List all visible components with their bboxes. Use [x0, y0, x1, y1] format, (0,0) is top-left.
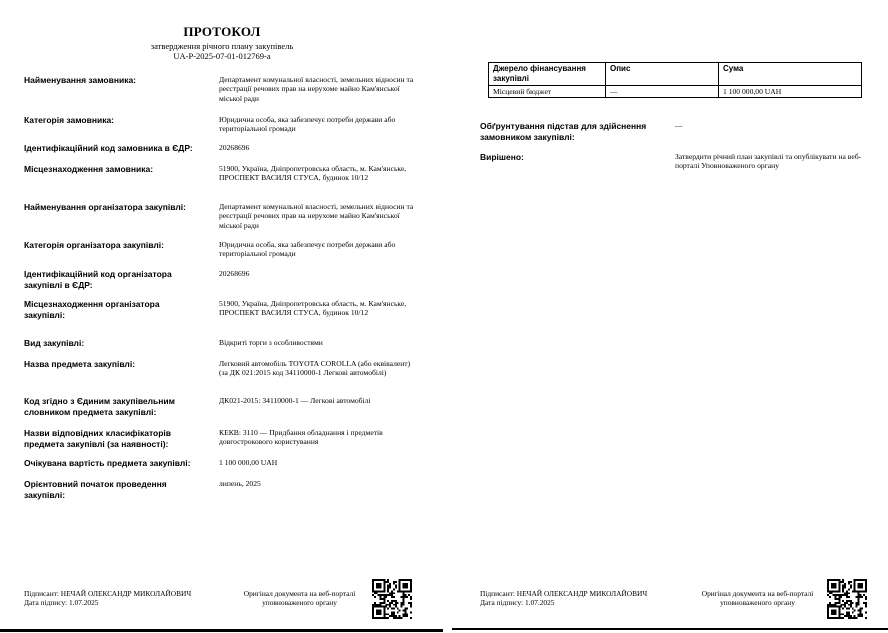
field-label: Обґрунтування підстав для здійснення замовником закупівлі: [480, 121, 647, 142]
column-header: Джерело фінансування закупівлі [489, 63, 606, 86]
field-value: 51900, Україна, Дніпропетровська область, м. Кам'янське, ПРОСПЕКТ ВАСИЛЯ СТУСА, будинок 10/12 [219, 299, 407, 318]
page-footer [0, 578, 444, 633]
field-label: Найменування організатора закупівлі: [24, 202, 186, 212]
table-header-row [489, 63, 862, 86]
original-note: Оригінал документа на веб-порталі уповноваженого органу [701, 589, 814, 608]
column-header: Опис [606, 63, 719, 86]
page-footer [444, 578, 888, 633]
field-value: Відкриті торги з особливостями [219, 338, 323, 347]
field-label: Вид закупівлі: [24, 338, 85, 348]
table-cell: Місцевий бюджет [489, 86, 606, 98]
signer-name: Підписант: НЕЧАЙ ОЛЕКСАНДР МИКОЛАЙОВИЧ [480, 589, 648, 598]
field-value: Юридична особа, яка забезпечує потреби держави або територіальної громади [219, 115, 396, 134]
finance-table [488, 62, 862, 98]
original-note: Оригінал документа на веб-порталі уповноваженого органу [243, 589, 356, 608]
field-value: 1 100 000,00 UAH [219, 458, 278, 467]
document-page-2 [444, 0, 888, 633]
field-label: Місцезнаходження замовника: [24, 164, 154, 174]
qr-code-icon [827, 579, 867, 619]
signature-info [480, 589, 647, 608]
field-value: Юридична особа, яка забезпечує потреби держави або територіальної громади [219, 240, 396, 259]
field-label: Код згідно з Єдиним закупівельним словником предмета закупівлі: [24, 396, 175, 417]
sign-date: Дата підпису: 1.07.2025 [24, 598, 99, 608]
table-cell: 1 100 000,00 UAH [719, 86, 862, 98]
field-value: — [675, 121, 683, 130]
field-label: Орієнтовний початок проведення закупівлі: [24, 479, 167, 500]
field-label: Ідентифікаційний код замовника в ЄДР: [24, 143, 193, 153]
signature-info [24, 589, 191, 608]
document-subtitle: затвердження річного плану закупівель [150, 41, 294, 51]
field-value: 51900, Україна, Дніпропетровська область, м. Кам'янське, ПРОСПЕКТ ВАСИЛЯ СТУСА, будинок 10/12 [219, 164, 407, 183]
field-value: Департамент комунальної власності, земельних відносин та реєстрації речових прав на нерухоме майно Кам'янської міської ради [219, 202, 414, 230]
sign-date: Дата підпису: 1.07.2025 [480, 598, 555, 608]
field-label: Ідентифікаційний код організатора закупівлі в ЄДР: [24, 269, 172, 290]
field-label: Місцезнаходження організатора закупівлі: [24, 299, 160, 320]
qr-code-icon [372, 579, 412, 619]
plan-id: UA-P-2025-07-01-012769-a [173, 51, 271, 61]
field-label: Категорія замовника: [24, 115, 115, 125]
document-title: ПРОТОКОЛ [183, 24, 261, 39]
field-label: Назви відповідних класифікаторів предмета закупівлі (за наявності): [24, 428, 171, 449]
table-row [489, 86, 862, 98]
field-value: 20268696 [219, 269, 250, 278]
field-value: ДК021-2015: 34110000-1 — Легкові автомобілі [219, 396, 371, 405]
field-value: Затвердити річний план закупівлі та опублікувати на веб-порталі Уповноваженого органу [675, 152, 862, 171]
field-label: Найменування замовника: [24, 75, 137, 85]
signer-name: Підписант: НЕЧАЙ ОЛЕКСАНДР МИКОЛАЙОВИЧ [24, 589, 192, 598]
footer-divider [452, 628, 888, 630]
field-value: Легковий автомобіль TOYOTA COROLLA (або еквівалент) (за ДК 021:2015 код 34110000-1 Легкові автомобілі) [219, 359, 411, 378]
field-value: Департамент комунальної власності, земельних відносин та реєстрації речових прав на нерухоме майно Кам'янської міської ради [219, 75, 414, 103]
field-value: КЕКВ: 3110 — Придбання обладнання і предметів довгострокового користування [219, 428, 383, 447]
table-cell: — [606, 86, 719, 98]
column-header: Сума [719, 63, 862, 86]
field-label: Вирішено: [480, 152, 524, 162]
footer-divider [0, 629, 443, 632]
field-label: Очікувана вартість предмета закупівлі: [24, 458, 191, 468]
field-label: Категорія організатора закупівлі: [24, 240, 164, 250]
field-label: Назва предмета закупівлі: [24, 359, 136, 369]
field-value: 20268696 [219, 143, 250, 152]
field-value: липень, 2025 [219, 479, 261, 488]
